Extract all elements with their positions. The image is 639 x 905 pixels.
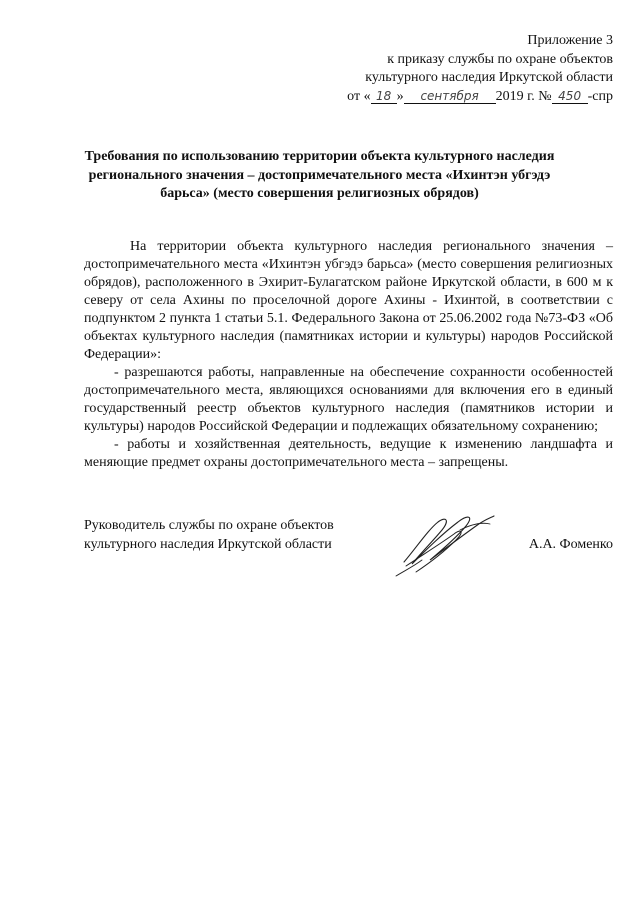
title-line-2: регионального значения – достопримечательного места «Ихинтэн убгэдэ bbox=[88, 167, 551, 183]
appendix-title: Приложение 3 bbox=[527, 33, 613, 48]
signatory-role bbox=[84, 516, 334, 554]
appendix-date-line bbox=[347, 88, 613, 107]
handwritten-day: 18 bbox=[371, 89, 397, 104]
order-suffix: -спр bbox=[587, 88, 613, 104]
signatory-role-line-2: культурного наследия Иркутской области bbox=[84, 537, 332, 552]
body-item-allowed: - разрешаются работы, направленные на обеспечение сохранности особенностей достопримечательного места, являющихся основаниями для включения его в единый государственный реестр объектов культурного наследия (памятников истории и культуры) народов Российской Федерации и подлежащих обязательному сохранению; bbox=[84, 365, 613, 434]
handwritten-month: сентября bbox=[404, 89, 496, 104]
signatory-role-line-1: Руководитель службы по охране объектов bbox=[84, 518, 334, 533]
document-title bbox=[60, 148, 579, 204]
title-line-3: барьса» (место совершения религиозных обрядов) bbox=[160, 186, 479, 201]
handwritten-order-number: 450 bbox=[552, 89, 588, 104]
body-item-prohibited: - работы и хозяйственная деятельность, ведущие к изменению ландшафта и меняющие предмет охраны достопримечательного места – запрещены. bbox=[84, 437, 613, 470]
date-year: 2019 г. № bbox=[495, 88, 552, 104]
appendix-agency-line: культурного наследия Иркутской области bbox=[365, 70, 613, 85]
signatory-name: А.А. Фоменко bbox=[528, 537, 613, 552]
date-prefix: от « bbox=[347, 88, 371, 104]
date-quote-close: » bbox=[396, 88, 404, 104]
appendix-order-line: к приказу службы по охране объектов bbox=[387, 51, 613, 67]
title-line-1: Требования по использованию территории объекта культурного наследия bbox=[84, 149, 555, 164]
appendix-header bbox=[347, 32, 613, 106]
document-body bbox=[84, 238, 613, 472]
body-paragraph-intro: На территории объекта культурного наследия регионального значения – достопримечательного места «Ихинтэн убгэдэ барьса» (место совершения религиозных обрядов), расположенного в Эхирит-Булагатском районе Иркутской области, в 600 м к северу от села Ахины по проселочной дороге Ахины - Ихинтой, в соответствии с подпунктом 2 пункта 1 статьи 5.1. Федерального Закона от 25.06.2002 года №73-ФЗ «Об объектах культурного наследия (памятниках истории и культуры) народов Российской Федерации»: bbox=[84, 239, 613, 362]
handwritten-signature bbox=[376, 500, 506, 580]
